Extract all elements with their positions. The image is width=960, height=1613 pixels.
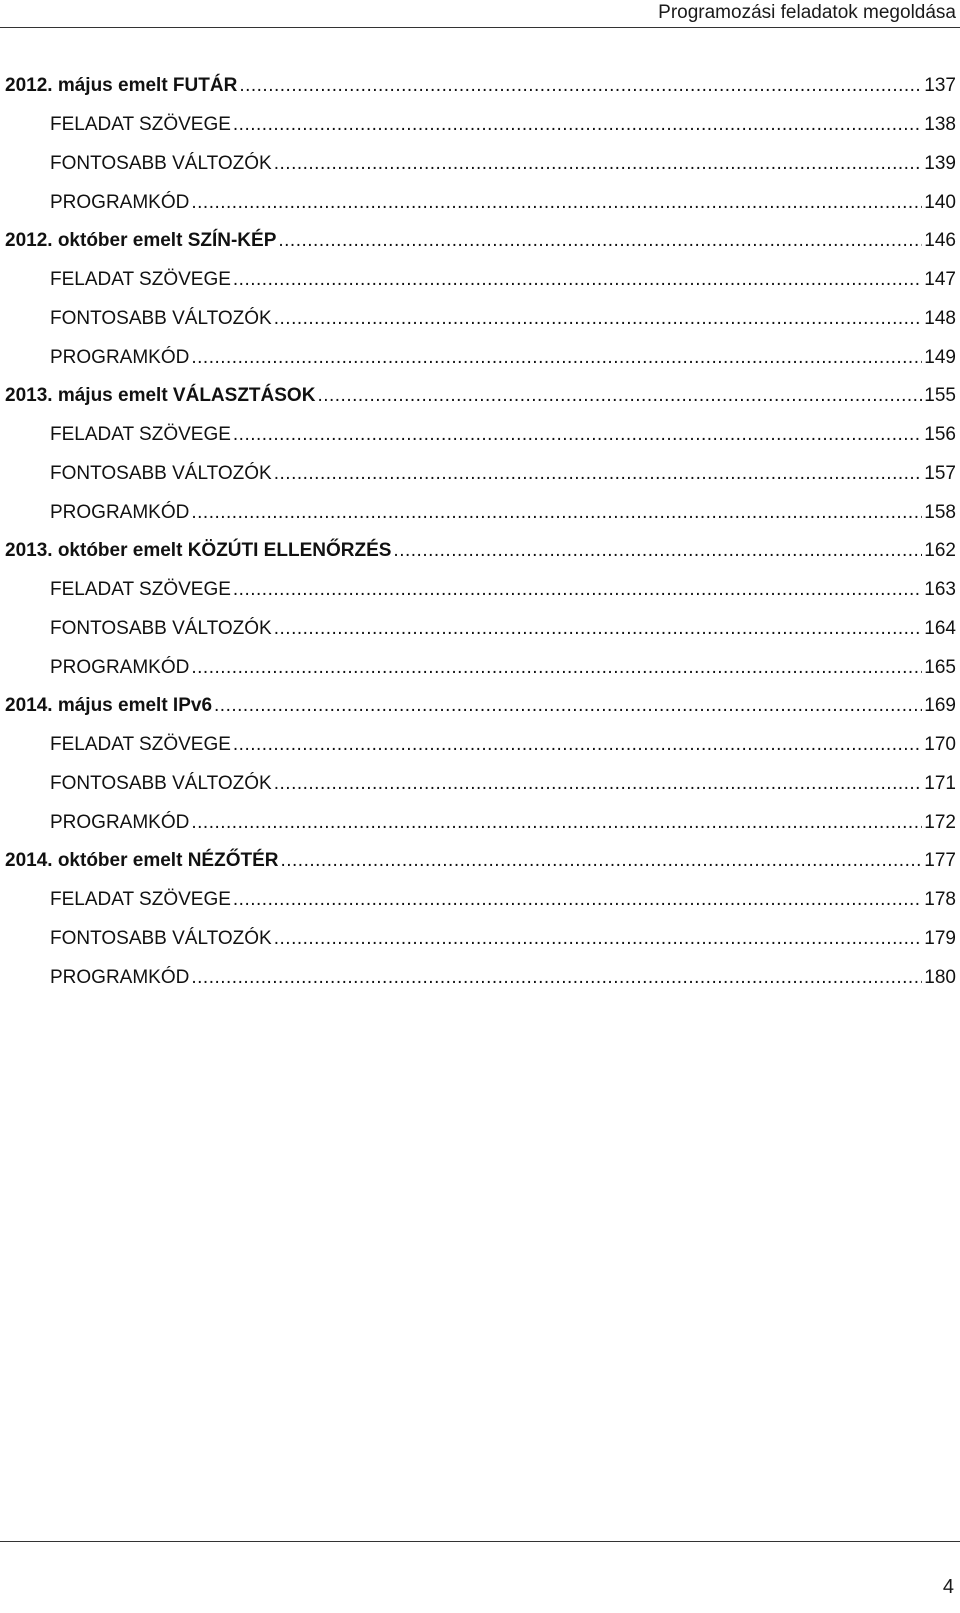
toc-entry-label: FONTOSABB VÁLTOZÓK [50,617,272,639]
toc-dot-leader [274,927,923,951]
toc-dot-leader [191,346,922,370]
toc-entry-label: FELADAT SZÖVEGE [50,269,231,291]
toc-dot-leader [274,772,923,796]
toc-section-entry[interactable] [0,493,960,532]
toc-entry-label: FELADAT SZÖVEGE [50,114,231,136]
toc-entry-label: 2013. október emelt KÖZÚTI ELLENŐRZÉS [5,540,392,562]
toc-dot-leader [274,307,923,331]
toc-dot-leader [393,539,922,563]
toc-entry-label: FELADAT SZÖVEGE [50,889,231,911]
toc-entry-label: 2013. május emelt VÁLASZTÁSOK [5,385,316,407]
toc-dot-leader [191,501,922,525]
toc-section-entry[interactable] [0,145,960,184]
toc-entry-label: FONTOSABB VÁLTOZÓK [50,152,272,174]
toc-entry-page-number: 180 [924,966,956,988]
toc-section-entry[interactable] [0,803,960,842]
toc-dot-leader [233,113,922,137]
toc-entry-page-number: 146 [924,230,956,252]
toc-dot-leader [191,191,922,215]
toc-section-entry[interactable] [0,571,960,610]
toc-entry-label: 2012. május emelt FUTÁR [5,75,238,97]
toc-dot-leader [280,849,922,873]
toc-dot-leader [214,694,922,718]
toc-chapter-entry[interactable] [0,67,960,106]
toc-entry-label: FELADAT SZÖVEGE [50,424,231,446]
toc-dot-leader [233,423,922,447]
toc-entry-page-number: 155 [924,385,956,407]
toc-entry-page-number: 165 [924,656,956,678]
toc-section-entry[interactable] [0,648,960,687]
toc-chapter-entry[interactable] [0,222,960,261]
page-number: 4 [942,1576,954,1598]
toc-section-entry[interactable] [0,106,960,145]
toc-entry-label: 2012. október emelt SZÍN-KÉP [5,230,277,252]
toc-dot-leader [274,617,923,641]
toc-entry-label: FELADAT SZÖVEGE [50,579,231,601]
toc-entry-label: FONTOSABB VÁLTOZÓK [50,462,272,484]
toc-dot-leader [239,74,922,98]
toc-chapter-entry[interactable] [0,687,960,726]
toc-entry-page-number: 179 [924,927,956,949]
toc-chapter-entry[interactable] [0,842,960,881]
toc-entry-label: PROGRAMKÓD [50,191,190,213]
toc-entry-label: PROGRAMKÓD [50,966,190,988]
toc-entry-page-number: 138 [924,114,956,136]
toc-entry-page-number: 157 [924,462,956,484]
toc-dot-leader [191,811,922,835]
toc-dot-leader [233,888,922,912]
toc-entry-label: FONTOSABB VÁLTOZÓK [50,772,272,794]
toc-dot-leader [191,656,922,680]
toc-dot-leader [278,229,922,253]
toc-dot-leader [233,578,922,602]
toc-entry-page-number: 171 [924,772,956,794]
toc-entry-label: PROGRAMKÓD [50,811,190,833]
toc-entry-page-number: 139 [924,152,956,174]
toc-chapter-entry[interactable] [0,532,960,571]
toc-section-entry[interactable] [0,261,960,300]
toc-section-entry[interactable] [0,416,960,455]
toc-entry-page-number: 169 [924,695,956,717]
toc-section-entry[interactable] [0,920,960,959]
toc-entry-label: 2014. október emelt NÉZŐTÉR [5,850,279,872]
toc-section-entry[interactable] [0,726,960,765]
toc-dot-leader [191,966,922,990]
table-of-contents [0,67,960,997]
toc-dot-leader [233,268,922,292]
toc-section-entry[interactable] [0,338,960,377]
toc-section-entry[interactable] [0,765,960,804]
toc-dot-leader [274,152,923,176]
footer-divider [0,1541,960,1542]
toc-section-entry[interactable] [0,455,960,494]
toc-dot-leader [274,462,923,486]
toc-entry-label: FELADAT SZÖVEGE [50,734,231,756]
toc-dot-leader [233,733,922,757]
toc-section-entry[interactable] [0,300,960,339]
toc-chapter-entry[interactable] [0,377,960,416]
toc-entry-page-number: 140 [924,191,956,213]
toc-entry-page-number: 149 [924,346,956,368]
toc-entry-page-number: 163 [924,579,956,601]
toc-section-entry[interactable] [0,958,960,997]
toc-entry-page-number: 177 [924,850,956,872]
toc-entry-page-number: 137 [924,75,956,97]
toc-entry-label: PROGRAMKÓD [50,501,190,523]
toc-entry-page-number: 156 [924,424,956,446]
toc-entry-page-number: 148 [924,307,956,329]
document-title: Programozási feladatok megoldása [658,2,956,23]
toc-section-entry[interactable] [0,183,960,222]
toc-section-entry[interactable] [0,610,960,649]
toc-entry-label: FONTOSABB VÁLTOZÓK [50,307,272,329]
toc-dot-leader [317,384,922,408]
toc-entry-page-number: 172 [924,811,956,833]
toc-entry-page-number: 164 [924,617,956,639]
toc-entry-page-number: 158 [924,501,956,523]
toc-entry-label: PROGRAMKÓD [50,656,190,678]
running-header [0,0,960,28]
toc-entry-page-number: 170 [924,734,956,756]
toc-entry-label: FONTOSABB VÁLTOZÓK [50,927,272,949]
toc-entry-page-number: 178 [924,889,956,911]
toc-section-entry[interactable] [0,881,960,920]
toc-entry-page-number: 162 [924,540,956,562]
toc-entry-label: 2014. május emelt IPv6 [5,695,213,717]
toc-entry-page-number: 147 [924,269,956,291]
toc-entry-label: PROGRAMKÓD [50,346,190,368]
